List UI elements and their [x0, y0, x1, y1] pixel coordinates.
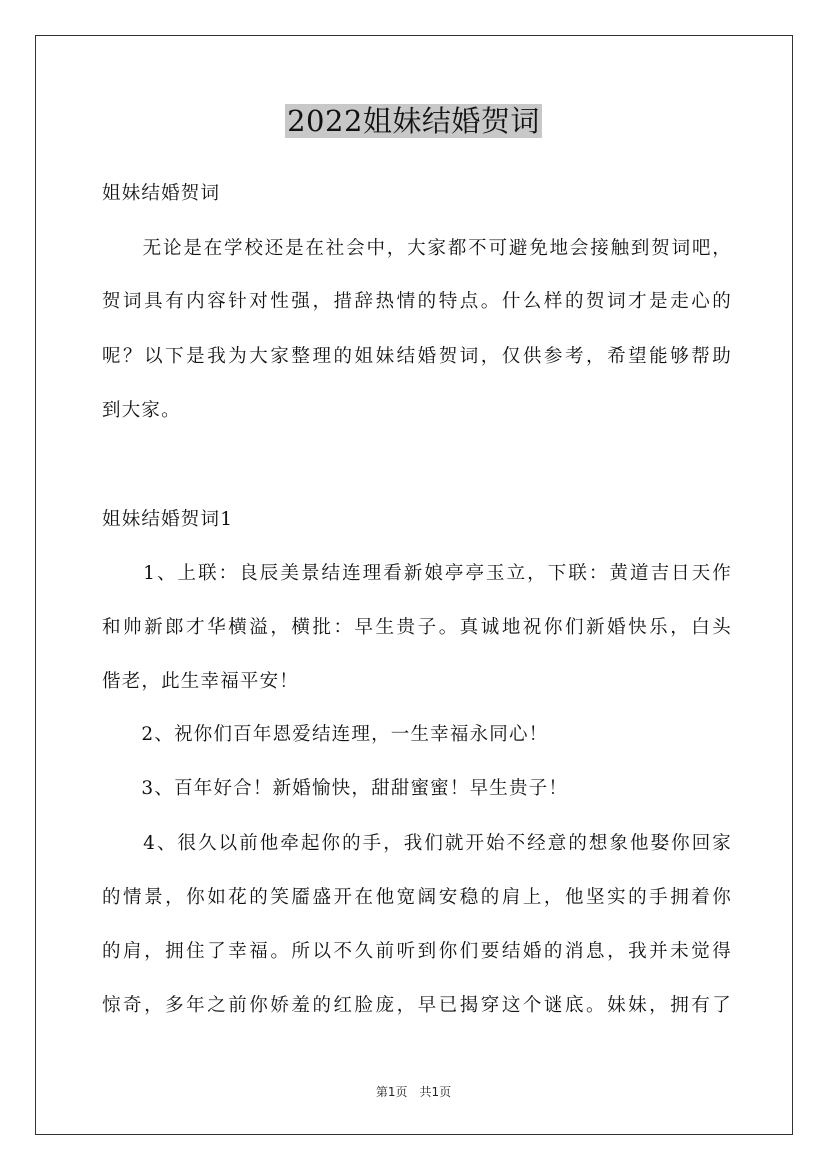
- intro-line-4: 到大家。: [102, 400, 181, 421]
- item4-line-1: 4、很久以前他牵起你的手，我们就开始不经意的想象他娶你回家: [102, 833, 732, 854]
- intro-line-2: 贺词具有内容针对性强，措辞热情的特点。什么样的贺词才是走心的: [102, 291, 732, 312]
- intro-line-3: 呢？以下是我为大家整理的姐妹结婚贺词，仅供参考，希望能够帮助: [102, 346, 732, 367]
- page-footer: 第1页 共1页: [375, 1085, 452, 1099]
- item3-line: 3、百年好合！新婚愉快，甜甜蜜蜜！早生贵子！: [102, 778, 569, 799]
- document-title: [0, 100, 827, 142]
- item4-line-3: 的肩，拥住了幸福。所以不久前听到你们要结婚的消息，我并未觉得: [102, 941, 732, 962]
- document-title-text: 2022姐妹结婚贺词: [287, 104, 540, 138]
- section-heading: 姐妹结婚贺词1: [102, 509, 234, 530]
- item4-line-2: 的情景，你如花的笑靥盛开在他宽阔安稳的肩上，他坚实的手拥着你: [102, 887, 732, 908]
- item1-line-1: 1、上联：良辰美景结连理看新娘亭亭玉立，下联：黄道吉日天作: [102, 563, 732, 584]
- item4-line-4: 惊奇，多年之前你娇羞的红脸庞，早已揭穿这个谜底。妹妹，拥有了: [102, 995, 732, 1016]
- subtitle: 姐妹结婚贺词: [102, 183, 221, 204]
- item1-line-3: 偕老，此生幸福平安！: [102, 671, 300, 692]
- intro-line-1: 无论是在学校还是在社会中，大家都不可避免地会接触到贺词吧，: [102, 238, 732, 259]
- item1-line-2: 和帅新郎才华横溢，横批：早生贵子。真诚地祝你们新婚快乐，白头: [102, 617, 732, 638]
- item2-line: 2、祝你们百年恩爱结连理，一生幸福永同心！: [102, 724, 549, 745]
